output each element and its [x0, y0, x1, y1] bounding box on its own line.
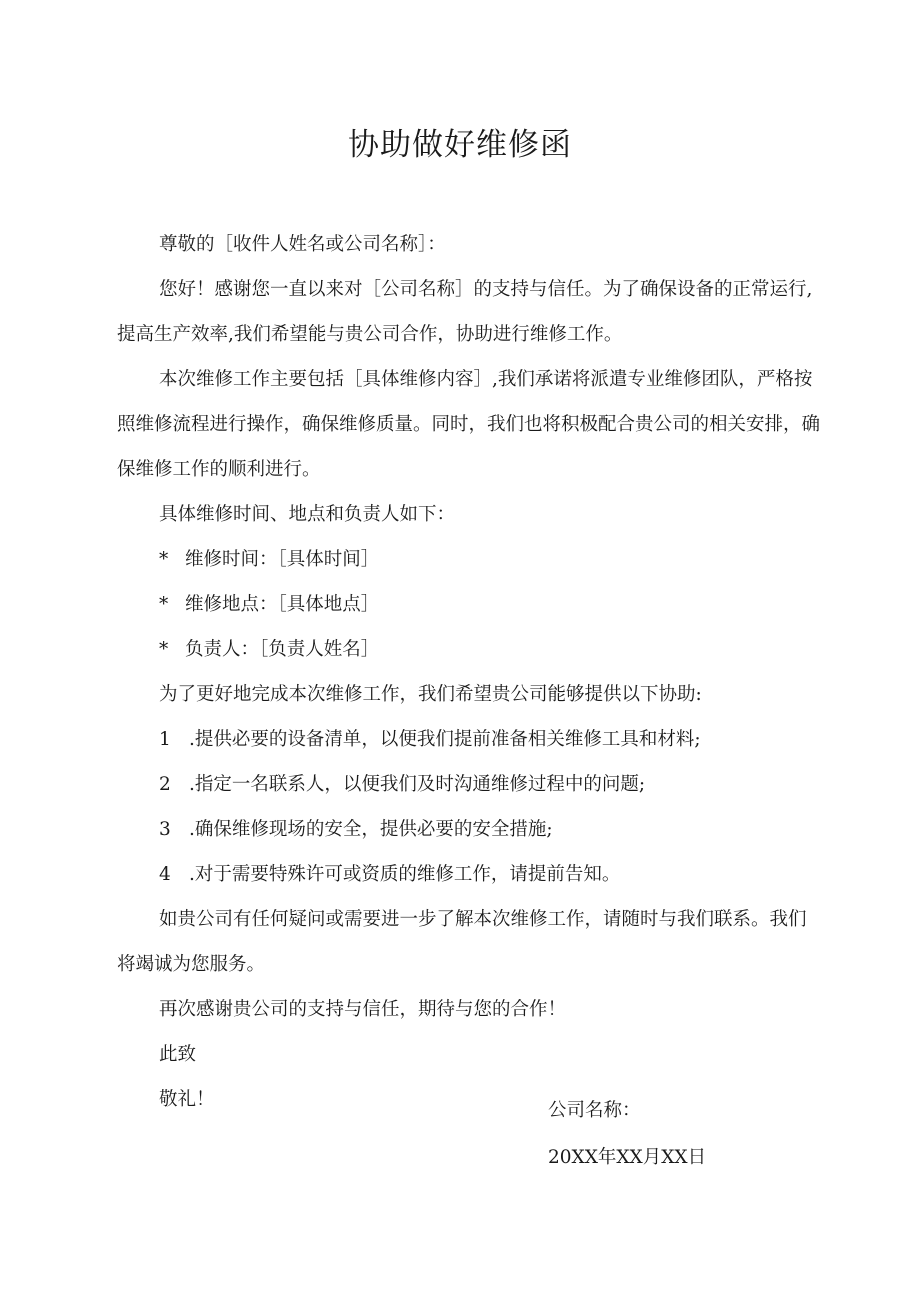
item-text: .确保维修现场的安全，提供必要的安全措施;: [189, 819, 553, 840]
item-number: 2: [159, 774, 171, 795]
closing-cizhi: 此致: [159, 1044, 197, 1065]
numbered-item: [117, 762, 821, 807]
item-text: .对于需要特殊许可或资质的维修工作，请提前告知。: [189, 864, 621, 885]
paragraph-thanks: 再次感谢贵公司的支持与信任，期待与您的合作！: [159, 999, 567, 1020]
bullet-text: 维修地点：［具体地点］: [185, 594, 380, 615]
paragraph-intro: 您好！感谢您一直以来对［公司名称］的支持与信任。为了确保设备的正常运行,提高生产效率,我们希望能与贵公司合作，协助进行维修工作。: [117, 279, 813, 345]
item-number: 3: [159, 819, 171, 840]
bullet-mark: *: [159, 639, 169, 660]
bullet-mark: *: [159, 594, 169, 615]
bullet-text: 维修时间：［具体时间］: [185, 549, 380, 570]
signature-block: [548, 1087, 706, 1181]
item-text: .指定一名联系人，以便我们及时沟通维修过程中的问题;: [189, 774, 646, 795]
item-number: 1: [159, 729, 171, 750]
paragraph-contact: 如贵公司有任何疑问或需要进一步了解本次维修工作，请随时与我们联系。我们将竭诚为您服务。: [117, 909, 807, 975]
letter-body: [117, 222, 821, 1122]
bullet-mark: *: [159, 549, 169, 570]
numbered-item: [117, 852, 821, 897]
paragraph-assist-intro: 为了更好地完成本次维修工作，我们希望贵公司能够提供以下协助:: [159, 684, 702, 705]
document-title: 协助做好维修函: [348, 127, 572, 163]
salutation: 尊敬的［收件人姓名或公司名称］：: [159, 234, 446, 255]
numbered-item: [117, 807, 821, 852]
bullet-text: 负责人：［负责人姓名］: [185, 639, 380, 660]
bullet-item: [117, 582, 821, 627]
bullet-item: [117, 627, 821, 672]
signature-date: 20XX年XX月XX日: [548, 1147, 707, 1168]
company-name-label: 公司名称：: [548, 1100, 641, 1121]
item-number: 4: [159, 864, 171, 885]
closing-jingli: 敬礼！: [159, 1089, 215, 1110]
numbered-item: [117, 717, 821, 762]
bullet-item: [117, 537, 821, 582]
item-text: .提供必要的设备清单，以便我们提前准备相关维修工具和材料;: [189, 729, 701, 750]
paragraph-scope: 本次维修工作主要包括［具体维修内容］,我们承诺将派遣专业维修团队，严格按照维修流程进行操作，确保维修质量。同时，我们也将积极配合贵公司的相关安排，确保维修工作的顺利进行。: [117, 369, 821, 480]
paragraph-schedule-intro: 具体维修时间、地点和负责人如下：: [159, 504, 456, 525]
